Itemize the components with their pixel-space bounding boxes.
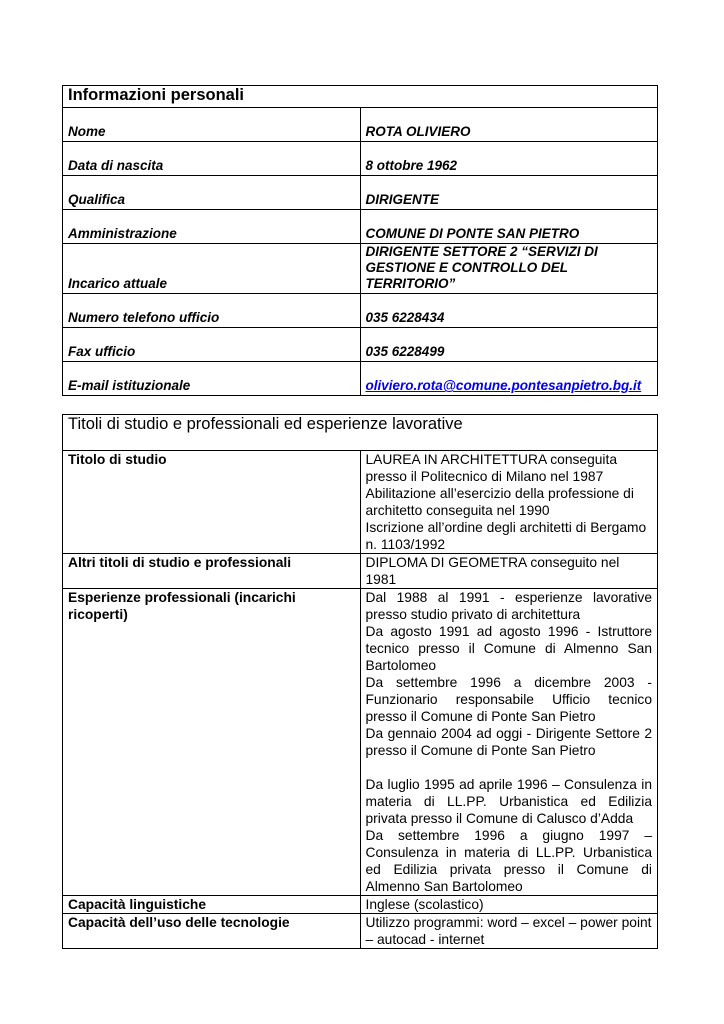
- education-experience-title: Titoli di studio e professionali ed esperienze lavorative: [63, 415, 658, 451]
- table-row: [63, 244, 658, 294]
- row-label: Fax ufficio: [63, 328, 361, 362]
- spacer: [366, 759, 653, 776]
- row-value: DIRIGENTE: [360, 176, 658, 210]
- row-value: [360, 589, 658, 896]
- table-row: [63, 328, 658, 362]
- experience-line: Da gennaio 2004 ad oggi - Dirigente Settore 2 presso il Comune di Ponte San Pietro: [365, 726, 652, 758]
- row-label: Numero telefono ufficio: [63, 294, 361, 328]
- table-row: [63, 914, 658, 949]
- row-label: Altri titoli di studio e professionali: [63, 554, 361, 589]
- row-value: COMUNE DI PONTE SAN PIETRO: [360, 210, 658, 244]
- consulting-line: Da settembre 1996 a giugno 1997 – Consulenza in materia di LL.PP. Urbanistica ed Edilizia privata presso il Comune di Almenno San Bartolomeo: [365, 828, 652, 894]
- personal-info-title: Informazioni personali: [63, 86, 658, 108]
- row-value: ROTA OLIVIERO: [360, 108, 658, 142]
- table-row: [63, 589, 658, 896]
- degree-line: Abilitazione all’esercizio della professione di architetto conseguita nel 1990: [365, 486, 634, 518]
- table-row: [63, 896, 658, 914]
- table-row: [63, 554, 658, 589]
- row-label: Nome: [63, 108, 361, 142]
- row-value: Utilizzo programmi: word – excel – power point – autocad - internet: [360, 914, 658, 949]
- experience-line: Da settembre 1996 a dicembre 2003 - Funzionario responsabile Ufficio tecnico presso il Comune di Ponte San Pietro: [365, 675, 652, 724]
- degree-line: LAUREA IN ARCHITETTURA conseguita presso il Politecnico di Milano nel 1987: [365, 452, 617, 484]
- table-row: [63, 451, 658, 554]
- row-label: Amministrazione: [63, 210, 361, 244]
- row-label: Capacità dell’uso delle tecnologie: [63, 914, 361, 949]
- table-row: [63, 142, 658, 176]
- table-row: [63, 108, 658, 142]
- consulting-line: Da luglio 1995 ad aprile 1996 – Consulenza in materia di LL.PP. Urbanistica ed Edilizia privata presso il Comune di Calusco d’Adda: [365, 777, 652, 826]
- row-value: 035 6228434: [360, 294, 658, 328]
- education-experience-table: [62, 414, 658, 949]
- row-label: Capacità linguistiche: [63, 896, 361, 914]
- row-label: E-mail istituzionale: [63, 362, 361, 396]
- row-value: DIRIGENTE SETTORE 2 “SERVIZI DI GESTIONE E CONTROLLO DEL TERRITORIO”: [360, 244, 658, 294]
- row-label: Esperienze professionali (incarichi ricoperti): [63, 589, 361, 896]
- table-row: [63, 362, 658, 396]
- row-value: DIPLOMA DI GEOMETRA conseguito nel 1981: [360, 554, 658, 589]
- table-row: [63, 294, 658, 328]
- row-value: 8 ottobre 1962: [360, 142, 658, 176]
- personal-info-table: [62, 85, 658, 396]
- row-label: Titolo di studio: [63, 451, 361, 554]
- row-value: [360, 362, 658, 396]
- row-value: 035 6228499: [360, 328, 658, 362]
- table-row: [63, 176, 658, 210]
- email-link[interactable]: oliviero.rota@comune.pontesanpietro.bg.it: [365, 378, 642, 393]
- row-label: Data di nascita: [63, 142, 361, 176]
- degree-line: Iscrizione all’ordine degli architetti di Bergamo n. 1103/1992: [365, 520, 647, 552]
- row-value: [360, 451, 658, 554]
- row-label: Qualifica: [63, 176, 361, 210]
- table-row: [63, 210, 658, 244]
- experience-line: Dal 1988 al 1991 - esperienze lavorative presso studio privato di architettura: [365, 590, 652, 622]
- row-value: Inglese (scolastico): [360, 896, 658, 914]
- experience-line: Da agosto 1991 ad agosto 1996 - Istruttore tecnico presso il Comune di Almenno San Bartolomeo: [365, 624, 652, 673]
- row-label: Incarico attuale: [63, 244, 361, 294]
